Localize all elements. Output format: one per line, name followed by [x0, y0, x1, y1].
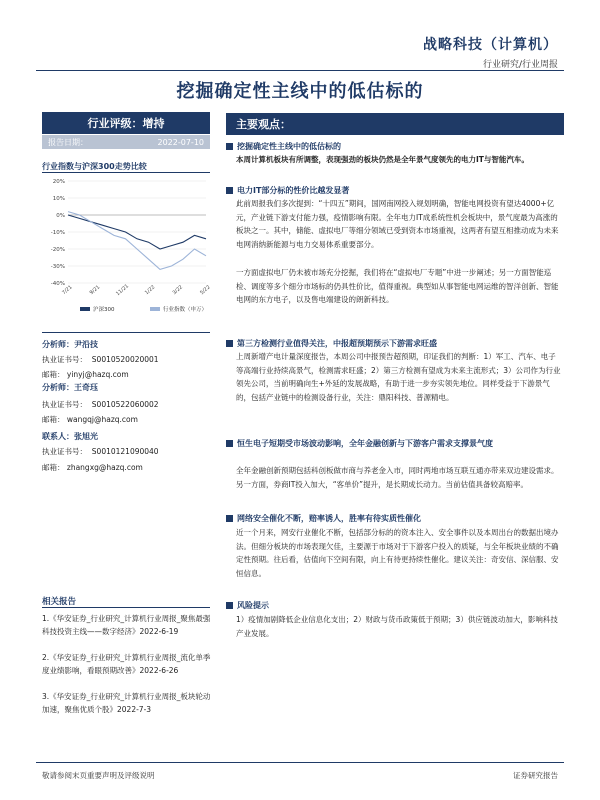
analyst-1-cert [42, 354, 159, 365]
index-comparison-chart [42, 173, 212, 323]
y-tick-label: -40% [50, 281, 65, 287]
cert-number: S0010520020001 [91, 355, 159, 364]
bullet-icon [226, 340, 233, 347]
footer-divider [36, 762, 564, 763]
analyst-role: 分析师： [42, 383, 74, 392]
section-3-text: 上周新增产电计量深度报告，本周公司中报预告超预期，印证我们的判断：1）军工、汽车、电子等高端行业持续高景气，检测需求旺盛；2）第三方检测有望成为未来主流形式；3）公司作为行业领先公司，当前明确向生+外延的发展战略，有助于进一步夯实领先地位。同样受益于下游景气的，包括产业链中的检测设备行业，关注：鼎阳科技、普源精电。 [236, 352, 561, 402]
analyst-1-email [42, 369, 129, 380]
cert-number: S0010522060002 [91, 400, 159, 409]
section-5-title [226, 512, 564, 525]
report-date-bar [42, 135, 210, 149]
section-title-text: 挖掘确定性主线中的低估标的 [237, 142, 341, 151]
date-label: 报告日期： [48, 137, 88, 147]
section-6-text: 1）疫情加剧降低企业信息化支出；2）财政与货币政策低于预期；3）供应链波动加大，影响科技产业发展。 [236, 615, 558, 638]
related-reports-title: 相关报告 [42, 597, 77, 607]
section-2-text-1: 此前周报我们多次提到：“十四五”期间，国网南网投入规划明确，智能电网投资有望达4000+亿元，产业链下游支付能力强，疫情影响有限。全年电力IT成系统性机会板块中，景气度最为高涨的板块之一。其中，储能、虚拟电厂等细分领域已受到资本市场重视，这两者有望互相推动成为未来电网消纳新能源与电力交易体系重要部分。 [236, 199, 559, 249]
email-link[interactable]: zhangxg@hazq.com [66, 463, 143, 472]
legend-swatch [80, 307, 90, 311]
cert-number: S0010121090040 [91, 447, 159, 456]
section-1-title [226, 140, 564, 153]
top-divider [36, 70, 564, 71]
analyst-name: 王奇珏 [74, 383, 98, 392]
footer-disclaimer[interactable]: 敬请参阅末页重要声明及评级说明 [42, 771, 155, 780]
legend-swatch [150, 307, 160, 311]
footer-label: 证券研究报告 [513, 771, 558, 780]
section-title-text: 第三方检测行业值得关注，中报超预期预示下游需求旺盛 [237, 339, 437, 348]
analyst-name: 尹沿技 [74, 340, 98, 349]
y-tick-label: 20% [52, 179, 65, 185]
analyst-name: 张旭光 [74, 432, 98, 441]
analyst-2-email [42, 414, 138, 425]
y-tick-label: -10% [50, 230, 65, 236]
analyst-role: 联系人： [42, 432, 74, 441]
main-points-heading: 主要观点： [226, 113, 564, 135]
email-label: 邮箱： [42, 415, 65, 424]
y-tick-label: 10% [52, 196, 65, 202]
legend-label: 行业指数（申万） [163, 307, 208, 313]
related-report-3[interactable]: 3.《华安证券_行业研究_计算机行业周报_板块轮动加速，聚焦优质个股》2022-7-3 [42, 692, 211, 714]
section-2-text-2: 一方面虚拟电厂仍未被市场充分挖掘，我们将在“虚拟电厂专题”中进一步阐述；另一方面智能巡检、调度等多个细分市场标的仍具性价比，值得重视。典型如从事智能电网运维的智洋创新、智能电网的东方电子，以及售电端建设的朗新科技。 [236, 268, 559, 304]
chart-title: 行业指数与沪深300走势比较 [42, 162, 147, 171]
section-title-text: 风险提示 [237, 601, 269, 610]
section-5-text: 近一个月来，网安行业催化不断，包括部分标的的资本注入、安全事件以及本周出台的数据出境办法。但细分板块的市场表现欠佳，主要源于市场对于下游客户投入的质疑，与全年板块业绩的不确定性预期。往后看，估值向下空间有限，向上有待更持续性催化。建议关注：奇安信、深信服、安恒信息。 [236, 528, 559, 578]
x-tick-label: 7/21 [61, 284, 74, 297]
section-1-text: 本周计算机板块有所调整，表现强劲的板块仍然是全年景气度领先的电力IT与智能汽车。 [236, 155, 529, 164]
email-label: 邮箱： [42, 463, 65, 472]
contact-cert [42, 446, 159, 457]
brand-title: 战略科技（计算机） [423, 37, 558, 53]
bullet-icon [226, 515, 233, 522]
email-label: 邮箱： [42, 370, 65, 379]
contact-person [42, 431, 98, 442]
section-6-title [226, 599, 564, 612]
related-report-1[interactable]: 1.《华安证券_行业研究_计算机行业周报_聚焦最强科技投资主线——数字经济》2022-6-19 [42, 614, 211, 636]
bullet-icon [226, 143, 233, 150]
cert-label: 执业证书号： [42, 400, 87, 409]
analyst-divider [42, 332, 210, 333]
section-title-text: 恒生电子短期受市场波动影响，全年金融创新与下游客户需求支撑景气度 [237, 439, 493, 448]
x-tick-label: 3/22 [171, 284, 184, 297]
email-link[interactable]: yinyj@hazq.com [66, 370, 129, 379]
cert-label: 执业证书号： [42, 355, 87, 364]
analyst-2-cert [42, 399, 159, 410]
bullet-icon [226, 602, 233, 609]
section-title-text: 电力IT部分标的性价比越发显著 [237, 186, 350, 195]
section-2-title [226, 184, 564, 197]
industry-rating [42, 112, 210, 134]
bullet-icon [226, 187, 233, 194]
report-type: 行业研究/行业周报 [482, 60, 558, 70]
analyst-role: 分析师： [42, 340, 74, 349]
rating-value: 增持 [142, 117, 165, 130]
bullet-icon [226, 440, 233, 447]
section-title-text: 网络安全催化不断，赔率诱人，胜率有待实质性催化 [237, 514, 421, 523]
x-tick-label: 9/21 [88, 284, 102, 297]
section-3-title [226, 337, 564, 350]
report-date: 2022-07-10 [157, 137, 204, 147]
y-tick-label: 0% [56, 213, 65, 219]
related-divider [42, 607, 210, 608]
x-tick-label: 5/22 [199, 284, 212, 297]
legend-label: 沪深300 [93, 307, 115, 313]
related-report-2[interactable]: 2.《华安证券_行业研究_计算机行业周报_流化单季度业绩影响，看眼预期改善》2022-6-26 [42, 653, 211, 675]
contact-email [42, 462, 143, 473]
section-4-text: 全年金融创新预期包括科创板做市商与养老金入市，同时两地市场互联互通亦带来双边建设需求。另一方面，券商IT投入加大，“客单价”提升，是长期成长动力。当前估值具备较高赔率。 [236, 466, 559, 489]
y-tick-label: -20% [50, 247, 65, 253]
x-tick-label: 11/21 [115, 283, 131, 298]
email-link[interactable]: wangqj@hazq.com [66, 415, 138, 424]
rating-label: 行业评级： [87, 117, 143, 130]
analyst-2 [42, 382, 98, 393]
x-tick-label: 1/22 [143, 284, 157, 297]
analyst-1 [42, 339, 98, 350]
cert-label: 执业证书号： [42, 447, 87, 456]
report-title: 挖掘确定性主线中的低估标的 [176, 81, 424, 102]
y-tick-label: -30% [50, 264, 65, 270]
section-4-title [226, 437, 564, 450]
